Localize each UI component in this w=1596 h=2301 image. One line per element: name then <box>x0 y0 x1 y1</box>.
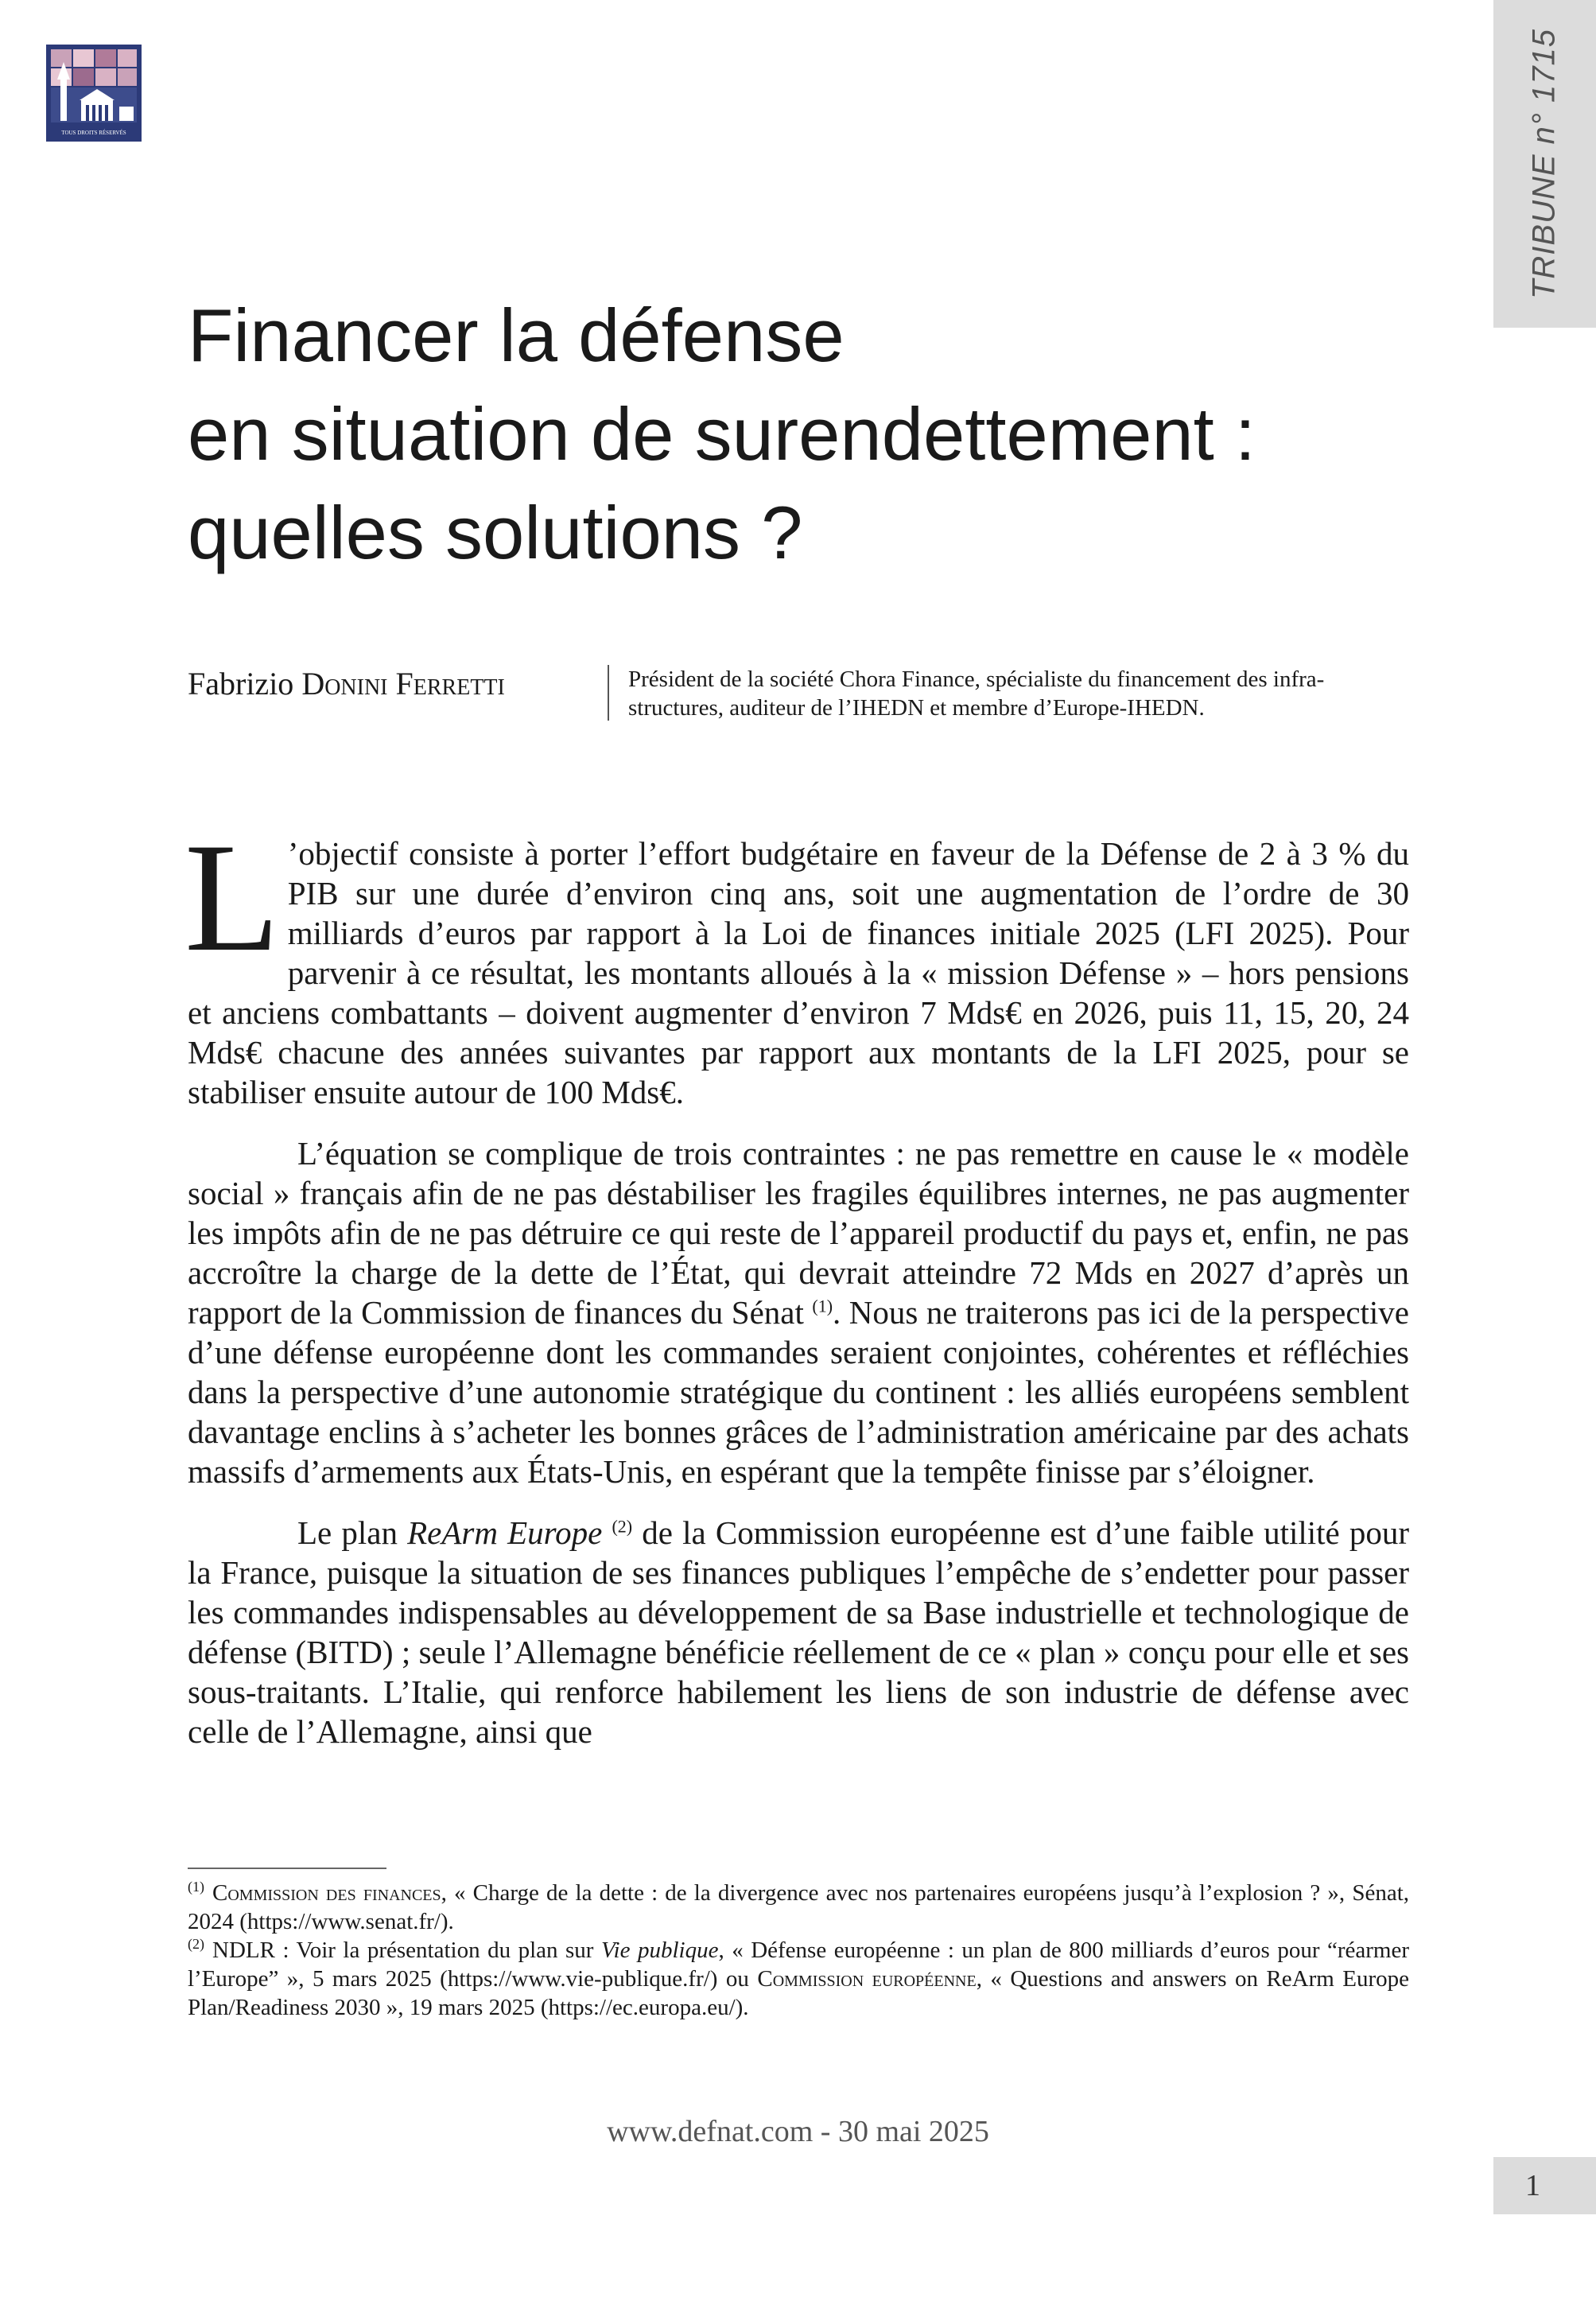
author-divider <box>608 665 609 721</box>
title-line-3: quelles solutions ? <box>188 491 803 574</box>
paragraph-3-text-a: Le plan <box>297 1514 398 1551</box>
drop-cap: L <box>184 811 280 984</box>
footnote-2-text-b: , « Défense européenne : un plan de 800 milliards d’euros pour “réarmer l’Europe” », 5 mars 2025 (https://www.vie-publique.fr/) ou <box>188 1938 1409 1992</box>
title-line-2: en situation de surendettement : <box>188 392 1256 476</box>
paragraph-2 <box>188 1133 1409 1491</box>
tribune-number-label: TRIBUNE n° 1715 <box>1526 28 1562 300</box>
footnote-2-text-a: NDLR : Voir la présentation du plan sur <box>212 1938 594 1963</box>
footnote-2-text-c: , « Questions and answers on ReArm Europe Plan/Readiness 2030 », 19 mars 2025 (https://ec.europa.eu/). <box>188 1966 1409 2020</box>
article-body <box>184 811 1410 1773</box>
footnote-divider <box>188 1868 386 1869</box>
paragraph-3-text-b: de la Commission européenne est d’une faible utilité pour la France, puisque la situation de ses finances publiques l’empêche de s’endetter pour passer les commandes indispensables au développement de sa Base industrielle et technologique de défense (BITD) ; seule l’Allemagne bénéficie réellement de ce « plan » conçu pour elle et ses sous-traitants. L’Italie, qui renforce habilement les liens de son industrie de défense avec celle de l’Allemagne, ainsi que <box>188 1514 1410 1750</box>
paragraph-2-text-a: L’équation se complique de trois contraintes : ne pas remettre en cause le « modèle social » français afin de ne pas déstabiliser les fragiles équilibres internes, ne pas augmenter les impôts afin de ne pas détruire ce qui reste de l’appareil productif du pays et, enfin, ne pas accroître la charge de la dette de l’État, qui devrait atteindre 72 Mds en 2027 d’après un rapport de la Commission de finances du Sénat <box>188 1135 1409 1331</box>
svg-text:TOUS DROITS RÉSERVÉS: TOUS DROITS RÉSERVÉS <box>61 130 126 136</box>
footnotes <box>188 1879 1409 2022</box>
author-affiliation: Président de la société Chora Finance, spécialiste du financement des infrastructures, auditeur de l’IHEDN et membre d’Europe-IHEDN. <box>628 667 1325 721</box>
page-number-tab <box>1493 2157 1596 2214</box>
tribune-side-tab <box>1493 0 1596 328</box>
footnote-2-source: Commission européenne <box>757 1966 977 1992</box>
author-first-name: Fabrizio <box>188 666 294 702</box>
footnote-ref-2[interactable]: (2) <box>612 1516 633 1537</box>
publisher-logo <box>46 45 142 142</box>
footnote-2-mark: (2) <box>188 1936 204 1953</box>
footnote-ref-1[interactable]: (1) <box>812 1296 833 1316</box>
footnote-2-italic: Vie publique <box>600 1938 719 1963</box>
paragraph-2-text-b: . Nous ne traiterons pas ici de la perspective d’une défense européenne dont les commandes seraient conjointes, cohérentes et réfléchies dans la perspective d’une autonomie stratégique du continent : les alliés européens semblent davantage enclins à s’acheter les bonnes grâces de l’administration américaine par des achats massifs d’armements aux États-Unis, en espérant que la tempête finisse par s’éloigner. <box>188 1294 1409 1490</box>
footnote-1 <box>188 1879 1409 1936</box>
footnote-1-source: Commission des finances <box>212 1880 441 1906</box>
page-number: 1 <box>1525 2169 1540 2202</box>
footnote-2 <box>188 1936 1409 2022</box>
footnote-1-mark: (1) <box>188 1879 204 1895</box>
paragraph-3 <box>188 1513 1409 1751</box>
paragraph-1 <box>184 811 1409 1112</box>
author-last-name: Donini Ferretti <box>301 666 505 702</box>
article-title <box>188 286 1460 582</box>
author-name <box>188 665 505 702</box>
rearm-europe-italic: ReArm Europe <box>407 1514 603 1551</box>
paragraph-1-text: ’objectif consiste à porter l’effort budgétaire en faveur de la Défense de 2 à 3 % du PIB sur une durée d’environ cinq ans, soit une augmentation de l’ordre de 30 milliards d’euros par rapport à la Loi de finances initiale 2025 (LFI 2025). Pour parvenir à ce résultat, les montants alloués à la « mission Défense » – hors pensions et anciens combattants – doivent augmenter d’environ 7 Mds€ en 2026, puis 11, 15, 20, 24 Mds€ chacune des années suivantes par rapport aux montants de la LFI 2025, pour se stabiliser ensuite autour de 100 Mds€. <box>188 835 1409 1110</box>
footnote-1-text: , « Charge de la dette : de la divergence avec nos partenaires européens jusqu’à l’explosion ? », Sénat, 2024 (https://www.senat.fr/). <box>188 1880 1409 1934</box>
title-line-1: Financer la défense <box>188 293 845 377</box>
revue-logo-icon <box>46 45 142 142</box>
page-footer: www.defnat.com - 30 mai 2025 <box>607 2115 989 2148</box>
